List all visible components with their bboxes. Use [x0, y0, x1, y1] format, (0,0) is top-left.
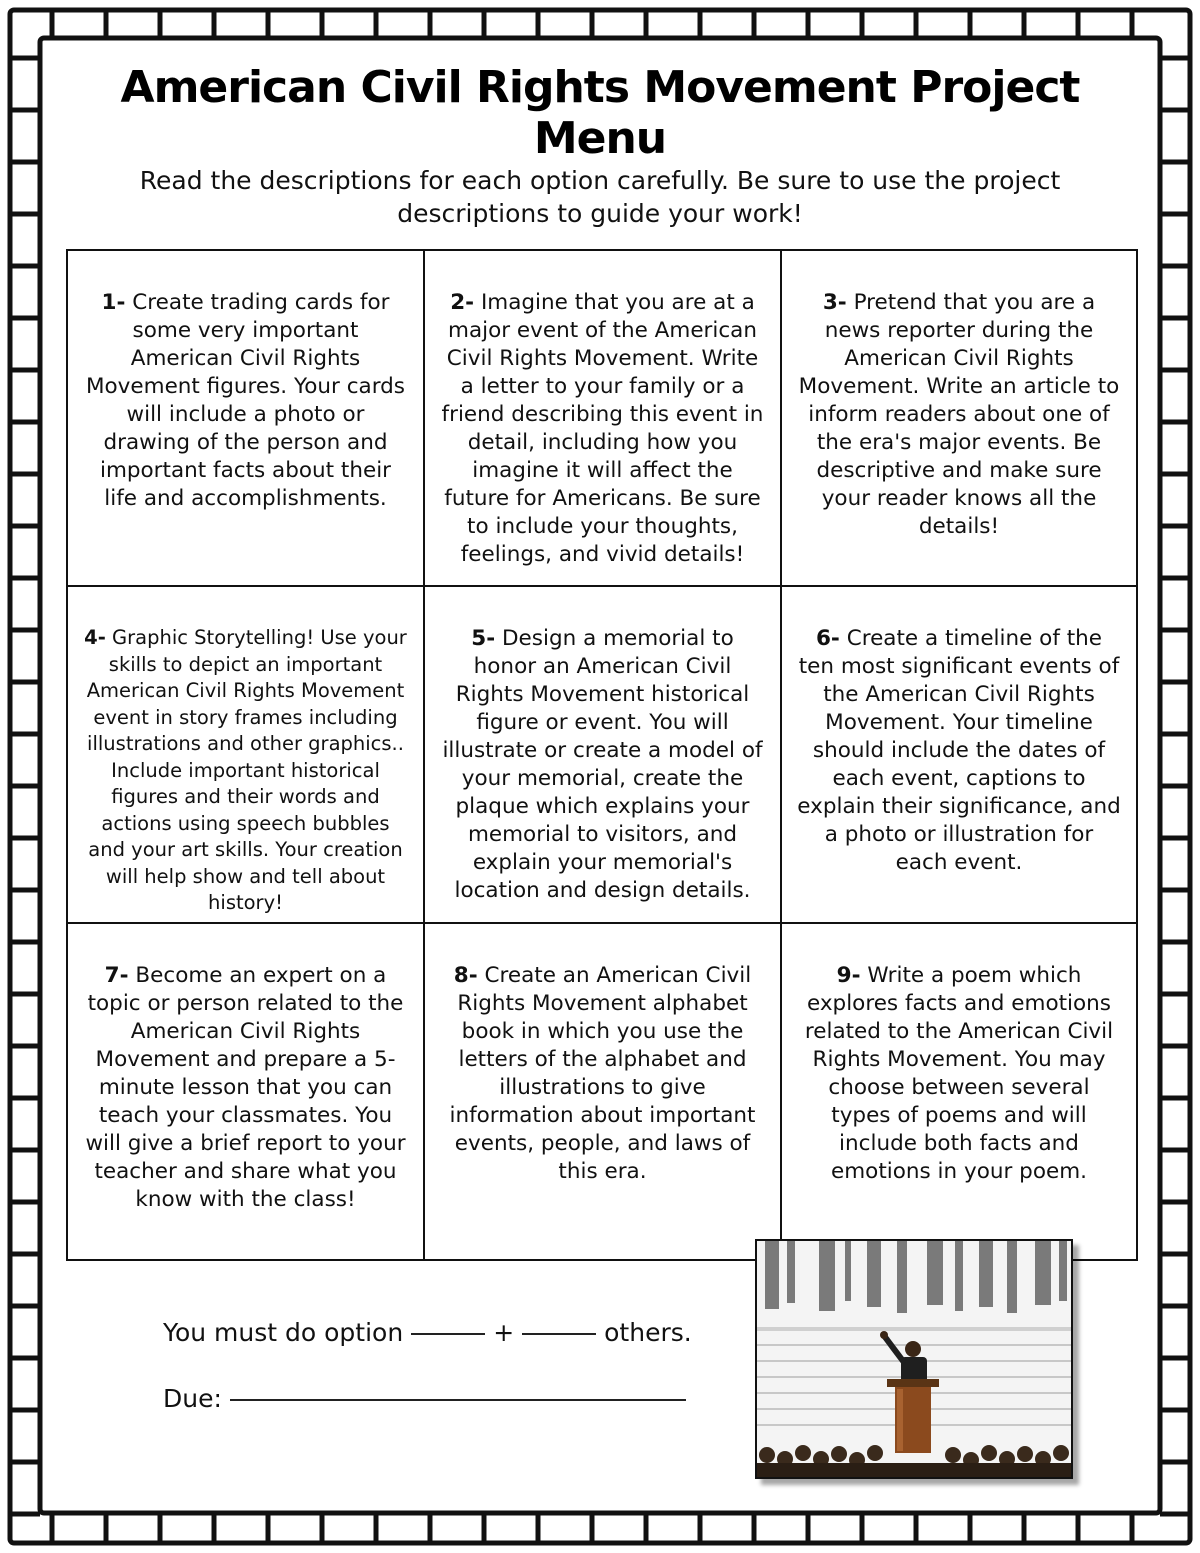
option-number: 7-: [104, 963, 129, 988]
instructions-text: Read the descriptions for each option carefully. Be sure to use the project descriptions to guide your work!: [139, 166, 1061, 228]
option-cell-5: [425, 587, 782, 924]
others-label: others.: [604, 1318, 692, 1347]
option-cell-2: [425, 251, 782, 587]
option-cell-4: [68, 587, 425, 924]
option-cell-3: [782, 251, 1136, 587]
option-text: Write a poem which explores facts and emotions related to the American Civil Rights Movement. You may choose between several types of poems and will include both facts and emotions in your poem.: [804, 963, 1114, 1184]
option-number: 6-: [815, 626, 840, 651]
option-number: 5-: [471, 626, 496, 651]
option-text: Pretend that you are a news reporter during the American Civil Rights Movement. Write an article to inform readers about one of the era's major events. Be descriptive and make sure your reader knows all the details!: [798, 290, 1120, 539]
option-cell-1: [68, 251, 425, 587]
required-option-blank[interactable]: [411, 1333, 485, 1335]
due-label: Due:: [163, 1384, 222, 1413]
option-text: Imagine that you are at a major event of the American Civil Rights Movement. Write a letter to your family or a friend describing this event in detail, including how you imagine it will affect the future for Americans. Be sure to include your thoughts, feelings, and vivid details!: [441, 290, 764, 567]
option-cell-9: [782, 924, 1136, 1259]
requirement-prefix: You must do option: [163, 1318, 404, 1347]
option-cell-6: [782, 587, 1136, 924]
option-cell-8: [425, 924, 782, 1259]
option-number: 4-: [84, 626, 106, 649]
speaker-illustration: [755, 1239, 1073, 1479]
option-number: 9-: [836, 963, 861, 988]
option-number: 8-: [453, 963, 478, 988]
option-requirement-line: [163, 1318, 692, 1347]
other-count-blank[interactable]: [522, 1333, 596, 1335]
plus-sign: +: [493, 1318, 515, 1347]
option-text: Graphic Storytelling! Use your skills to depict an important American Civil Rights Movement event in story frames including illustrations and other graphics.. Include important historical figures and their words and actions using speech bubbles and your art skills. Your creation will help show and tell about history!: [86, 626, 407, 914]
due-date-blank[interactable]: [230, 1399, 686, 1401]
option-text: Create an American Civil Rights Movement alphabet book in which you use the letters of the alphabet and illustrations to give information about important events, people, and laws of this era.: [449, 963, 756, 1184]
due-date-line: [163, 1384, 694, 1413]
speaker-podium-image: [757, 1241, 1071, 1477]
option-text: Become an expert on a topic or person related to the American Civil Rights Movement and prepare a 5-minute lesson that you can teach your classmates. You will give a brief report to your teacher and share what you know with the class!: [85, 963, 406, 1212]
option-cell-7: [68, 924, 425, 1259]
option-number: 2-: [450, 290, 475, 315]
option-text: Create trading cards for some very important American Civil Rights Movement figures. Your cards will include a photo or drawing of the person and important facts about their life and accomplishments.: [85, 290, 406, 511]
option-text: Design a memorial to honor an American Civil Rights Movement historical figure or event. You will illustrate or create a model of your memorial, create the plaque which explains your memorial to visitors, and explain your memorial's location and design details.: [442, 626, 763, 903]
option-text: Create a timeline of the ten most significant events of the American Civil Rights Movement. Your timeline should include the dates of each event, captions to explain their significance, and a photo or illustration for each event.: [797, 626, 1121, 875]
project-menu-grid: [66, 249, 1138, 1261]
option-number: 3-: [822, 290, 847, 315]
option-number: 1-: [101, 290, 126, 315]
page-title: American Civil Rights Movement Project Menu: [120, 62, 1080, 164]
